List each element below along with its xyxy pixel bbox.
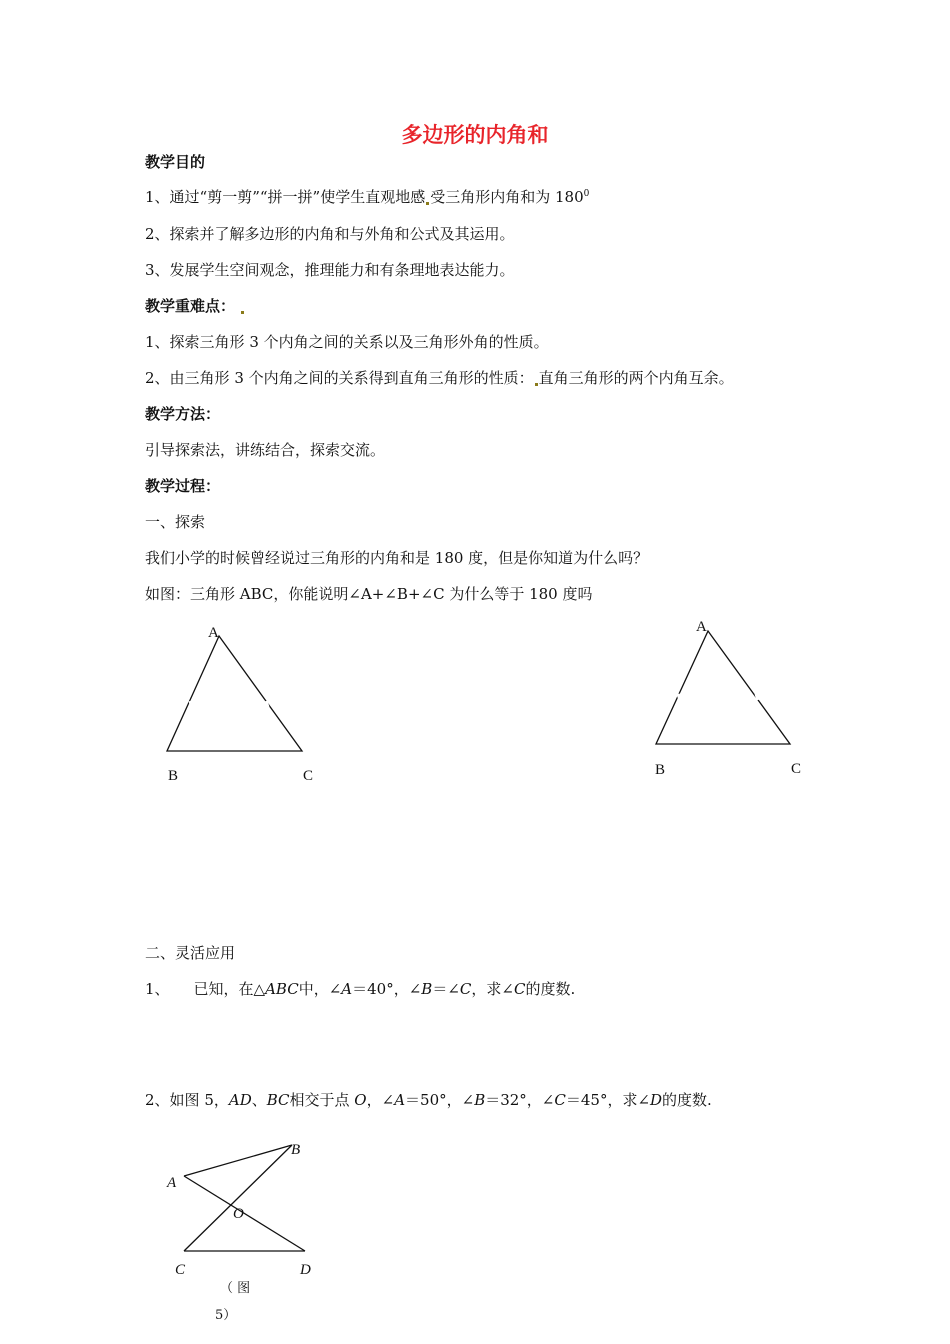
section-explore: 一、探索 (145, 513, 206, 531)
section-application: 二、灵活应用 (145, 944, 236, 962)
triangle-left-cut-marks (190, 701, 268, 707)
explore-paragraph-1: 我们小学的时候曾经说过三角形的内角和是 180 度，但是你知道为什么吗？ (145, 549, 649, 567)
page-title: 多边形的内角和 (401, 123, 549, 147)
figure-5-label-o: O (233, 1206, 244, 1222)
objective-item-1: 1、通过“剪一剪”“拼一拼”使学生直观地感 受三角形内角和为 $180^0$ (145, 188, 590, 206)
vertex-label-c: C (791, 761, 802, 777)
vertex-label-b: B (168, 768, 179, 784)
objectives-heading: 教学目的 (145, 153, 206, 171)
key-points-heading: 教学重难点： (145, 296, 245, 316)
figure-5-lines (184, 1145, 305, 1251)
figure-5-label-c: C (175, 1262, 186, 1278)
method-text: 引导探索法，讲练结合，探索交流。 (145, 441, 386, 459)
objective-item-2: 2、探索并了解多边形的内角和与外角和公式及其运用。 (145, 225, 515, 243)
figure-5-label-b: B (291, 1142, 301, 1158)
objective-item-3: 3、发展学生空间观念，推理能力和有条理地表达能力。 (145, 261, 515, 279)
explore-paragraph-2: 如图：三角形 ABC，你能说明∠A+∠B+∠C 为什么等于 180 度吗 (145, 585, 593, 603)
vertex-label-c: C (303, 768, 314, 784)
triangle-right-cut-marks (678, 694, 758, 700)
vertex-label-a: A (696, 619, 707, 635)
figure-5-label-a: A (167, 1175, 177, 1191)
figure-5-caption-line-1: （ 图 (220, 1281, 251, 1296)
key-point-item-2: 2、由三角形 3 个内角之间的关系得到直角三角形的性质： 直角三角形的两个内角互余。 (145, 369, 734, 387)
problem-1: 1、 已知，在△ABC中，∠A＝40°，∠B＝∠C，求∠C的度数. (145, 980, 576, 998)
key-point-item-1: 1、探索三角形 3 个内角之间的关系以及三角形外角的性质。 (145, 333, 549, 351)
figure-5-label-d: D (300, 1262, 311, 1278)
method-heading: 教学方法： (145, 405, 221, 423)
figure-5-caption-line-2: 5） (215, 1308, 237, 1323)
problem-2: 2、如图 5，AD、BC相交于点 O，∠A＝50°，∠B＝32°，∠C＝45°，求∠D的度数. (145, 1091, 712, 1109)
vertex-label-a: A (208, 625, 219, 641)
triangle-left (167, 636, 302, 751)
triangle-right (656, 631, 790, 744)
process-heading: 教学过程： (145, 477, 221, 495)
vertex-label-b: B (655, 762, 666, 778)
